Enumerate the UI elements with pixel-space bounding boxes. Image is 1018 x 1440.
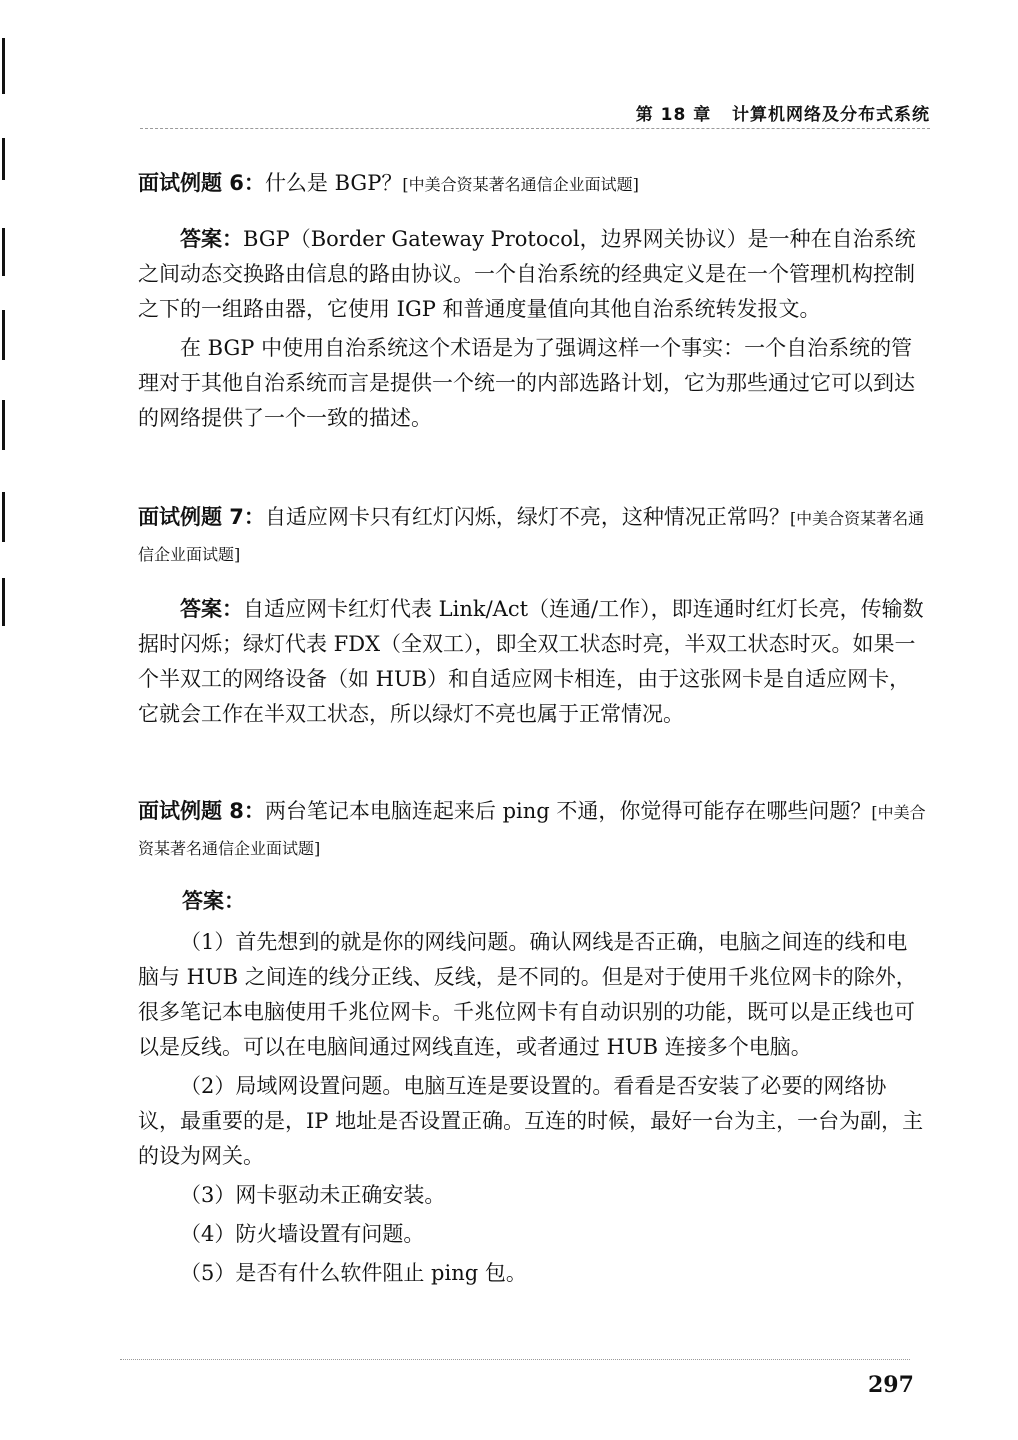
answer-8-item-3: （3）网卡驱动未正确安装。 — [180, 1183, 446, 1207]
scan-artifact — [2, 578, 5, 626]
question-6 — [138, 166, 928, 202]
answer-8-item-4: （4）防火墙设置有问题。 — [180, 1222, 425, 1246]
question-8-line — [138, 794, 928, 866]
question-6-tag: 面试例题 6： — [138, 171, 265, 195]
question-8 — [138, 794, 928, 866]
answer-7-paragraph-1 — [138, 592, 928, 732]
scan-artifact — [2, 228, 5, 276]
scan-artifact — [2, 492, 5, 542]
answer-8-label-line — [138, 884, 928, 919]
footer-rule — [120, 1359, 910, 1360]
question-8-source: [中美合资某著名通信企业面试题] — [138, 803, 926, 858]
question-7-text: 自适应网卡只有红灯闪烁，绿灯不亮，这种情况正常吗？ — [264, 505, 790, 529]
answer-8-item-1: （1）首先想到的就是你的网线问题。确认网线是否正确，电脑之间连的线和电脑与 HUB 之间连的线分正线、反线，是不同的。但是对于使用千兆位网卡的除外，很多笔记本电脑使用千兆位网卡。千兆位网卡有自动识别的功能，既可以是正线也可以是反线。可以在电脑间通过网线直连，或者通过 HUB 连接多个电脑。 — [138, 930, 917, 1059]
answer-7-label: 答案： — [180, 597, 243, 621]
question-7 — [138, 500, 928, 572]
question-8-tag: 面试例题 8： — [138, 799, 265, 823]
question-6-line — [138, 166, 928, 202]
question-8-text: 两台笔记本电脑连起来后 ping 不通，你觉得可能存在哪些问题？ — [264, 799, 872, 823]
question-6-text: 什么是 BGP？ — [264, 171, 403, 195]
answer-6 — [138, 222, 928, 436]
scan-artifact — [2, 310, 5, 360]
running-header — [140, 92, 930, 129]
answer-7-text-1: 自适应网卡红灯代表 Link/Act（连通/工作），即连通时红灯长亮，传输数据时闪烁；绿灯代表 FDX（全双工），即全双工状态时亮，半双工状态时灭。如果一个半双工的网络设备（如 HUB）和自适应网卡相连，由于这张网卡是自适应网卡，它就会工作在半双工状态，所以绿灯不亮也属于正常情况。 — [138, 597, 924, 726]
scan-artifact — [2, 400, 5, 450]
answer-8 — [138, 884, 928, 1291]
header-text — [636, 100, 930, 125]
answer-6-paragraph-2: 在 BGP 中使用自治系统这个术语是为了强调这样一个事实：一个自治系统的管理对于其他自治系统而言是提供一个统一的内部选路计划，它为那些通过它可以到达的网络提供了一个一致的描述。 — [138, 336, 915, 430]
chapter-title: 计算机网络及分布式系统 — [732, 105, 930, 125]
scan-artifact — [2, 38, 5, 94]
chapter-number: 第 18 章 — [635, 105, 712, 125]
answer-8-label: 答案： — [182, 889, 245, 913]
scan-artifact — [2, 138, 5, 180]
question-7-source: [中美合资某著名通信企业面试题] — [138, 509, 925, 564]
answer-8-item-5: （5）是否有什么软件阻止 ping 包。 — [180, 1261, 527, 1285]
question-6-source: [中美合资某著名通信企业面试题] — [402, 175, 639, 194]
answer-7 — [138, 592, 928, 732]
question-7-tag: 面试例题 7： — [138, 505, 265, 529]
answer-6-paragraph-1 — [138, 222, 928, 327]
page-number: 297 — [868, 1372, 914, 1398]
answer-8-item-2: （2）局域网设置问题。电脑互连是要设置的。看看是否安装了必要的网络协议，最重要的是，IP 地址是否设置正确。互连的时候，最好一台为主，一台为副，主的设为网关。 — [138, 1074, 924, 1168]
question-7-line — [138, 500, 928, 572]
answer-6-text-1: BGP（Border Gateway Protocol，边界网关协议）是一种在自治系统之间动态交换路由信息的路由协议。一个自治系统的经典定义是在一个管理机构控制之下的一组路由器，它使用 IGP 和普通度量值向其他自治系统转发报文。 — [138, 227, 916, 321]
answer-6-label: 答案： — [180, 227, 243, 251]
